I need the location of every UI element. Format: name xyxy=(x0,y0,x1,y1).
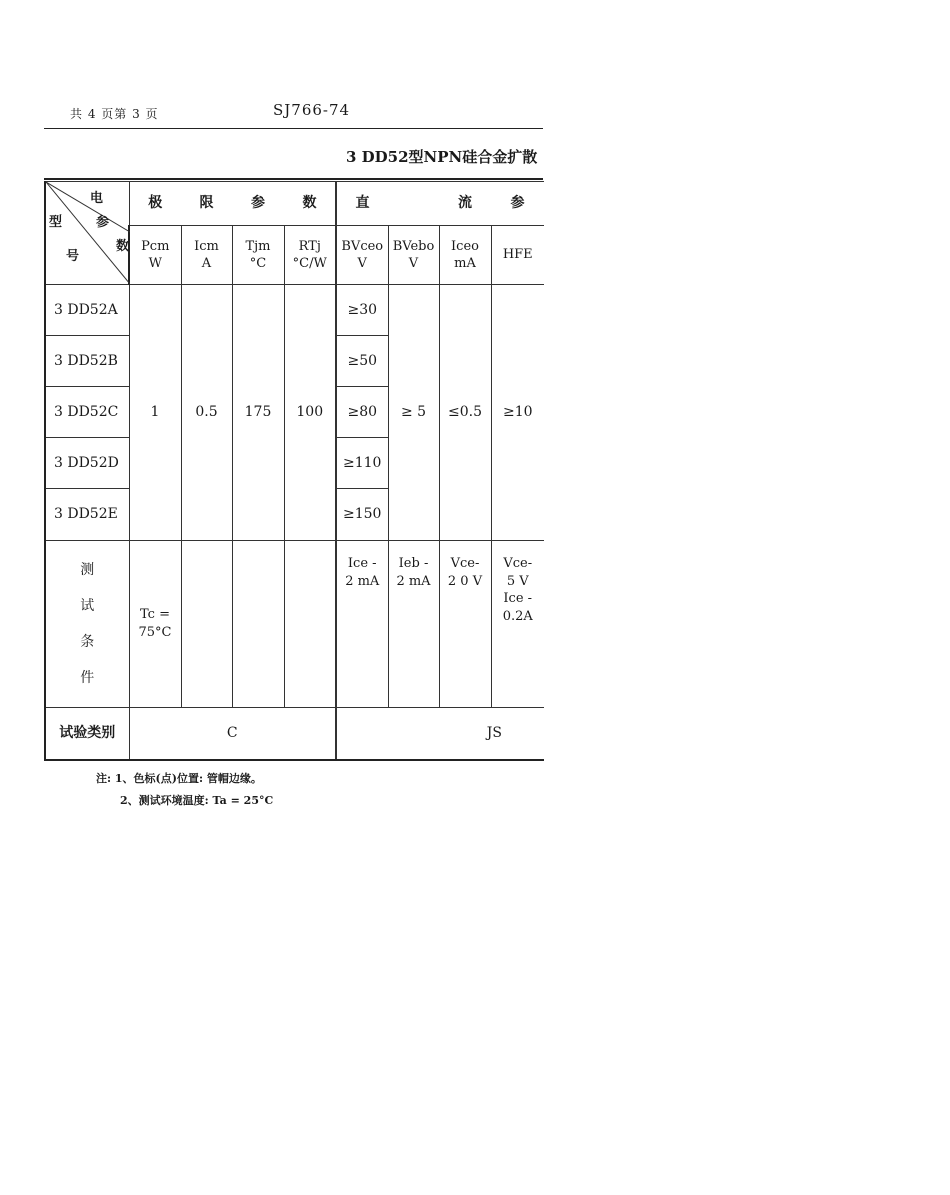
test-condition-icm xyxy=(181,541,232,708)
group-dc-char-1: 直 xyxy=(336,182,388,226)
group-limit-char-2: 限 xyxy=(181,182,232,226)
col-header-iceo: Iceo mA xyxy=(439,226,491,285)
value-iceo: ≤0.5 xyxy=(439,285,491,541)
col-header-rtj: RTj °C/W xyxy=(284,226,336,285)
model-3dd52e: 3 DD52E xyxy=(45,489,129,541)
corner-header-cell xyxy=(45,182,129,285)
header-rule xyxy=(44,128,543,129)
test-category-label: 试验类别 xyxy=(45,708,129,760)
corner-label-mid-top: 参 xyxy=(96,215,110,230)
table-subtitle: 3 DD52型NPN硅合金扩散 xyxy=(346,148,538,166)
value-bvceo-b: ≥50 xyxy=(336,336,388,387)
value-tjm: 175 xyxy=(232,285,284,541)
test-condition-pcm: Tc = 75°C xyxy=(129,541,181,708)
notes-block xyxy=(96,768,273,812)
group-dc-char-2: 流 xyxy=(439,182,491,226)
value-bvceo-e: ≥150 xyxy=(336,489,388,541)
group-dc-spacer xyxy=(388,182,439,226)
value-bvceo-d: ≥110 xyxy=(336,438,388,489)
document-number: SJ766-74 xyxy=(273,101,351,119)
value-bvceo-c: ≥80 xyxy=(336,387,388,438)
col-header-pcm: Pcm W xyxy=(129,226,181,285)
col-header-bvceo: BVceo V xyxy=(336,226,388,285)
test-condition-bvceo: Ice - 2 mA xyxy=(336,541,388,708)
test-condition-bvebo: Ieb - 2 mA xyxy=(388,541,439,708)
test-category-limit: C xyxy=(129,708,336,760)
col-header-icm: Icm A xyxy=(181,226,232,285)
group-limit-char-1: 极 xyxy=(129,182,181,226)
col-header-bvebo: BVebo V xyxy=(388,226,439,285)
value-rtj: 100 xyxy=(284,285,336,541)
note-2: 2、测试环境温度: Ta = 25°C xyxy=(120,794,274,807)
test-condition-tjm xyxy=(232,541,284,708)
group-dc-char-3: 参 xyxy=(491,182,544,226)
value-icm: 0.5 xyxy=(181,285,232,541)
group-limit-char-4: 数 xyxy=(284,182,336,226)
test-conditions-label: 测 试 条 件 xyxy=(45,541,129,708)
col-header-tjm: Tjm °C xyxy=(232,226,284,285)
subtitle-rule xyxy=(44,178,543,180)
value-hfe: ≥10 xyxy=(491,285,544,541)
test-condition-iceo: Vce- 2 0 V xyxy=(439,541,491,708)
corner-label-bottom: 号 xyxy=(66,249,80,264)
corner-label-top: 电 xyxy=(90,191,104,206)
model-3dd52a: 3 DD52A xyxy=(45,285,129,336)
corner-label-left: 型 xyxy=(49,215,63,230)
corner-diagonal-lines xyxy=(46,182,130,284)
test-category-dc: JS xyxy=(336,708,544,760)
test-condition-hfe: Vce- 5 V Ice - 0.2A xyxy=(491,541,544,708)
corner-label-mid-right: 数 xyxy=(116,239,130,254)
value-pcm: 1 xyxy=(129,285,181,541)
model-3dd52d: 3 DD52D xyxy=(45,438,129,489)
value-bvceo-a: ≥30 xyxy=(336,285,388,336)
value-bvebo: ≥ 5 xyxy=(388,285,439,541)
group-limit-char-3: 参 xyxy=(232,182,284,226)
model-3dd52b: 3 DD52B xyxy=(45,336,129,387)
note-1: 注: 1、色标(点)位置: 管帽边缘。 xyxy=(96,772,262,785)
col-header-hfe: HFE xyxy=(491,226,544,285)
spec-table xyxy=(44,181,544,761)
model-3dd52c: 3 DD52C xyxy=(45,387,129,438)
page-info: 共 4 页第 3 页 xyxy=(70,107,159,121)
test-condition-rtj xyxy=(284,541,336,708)
